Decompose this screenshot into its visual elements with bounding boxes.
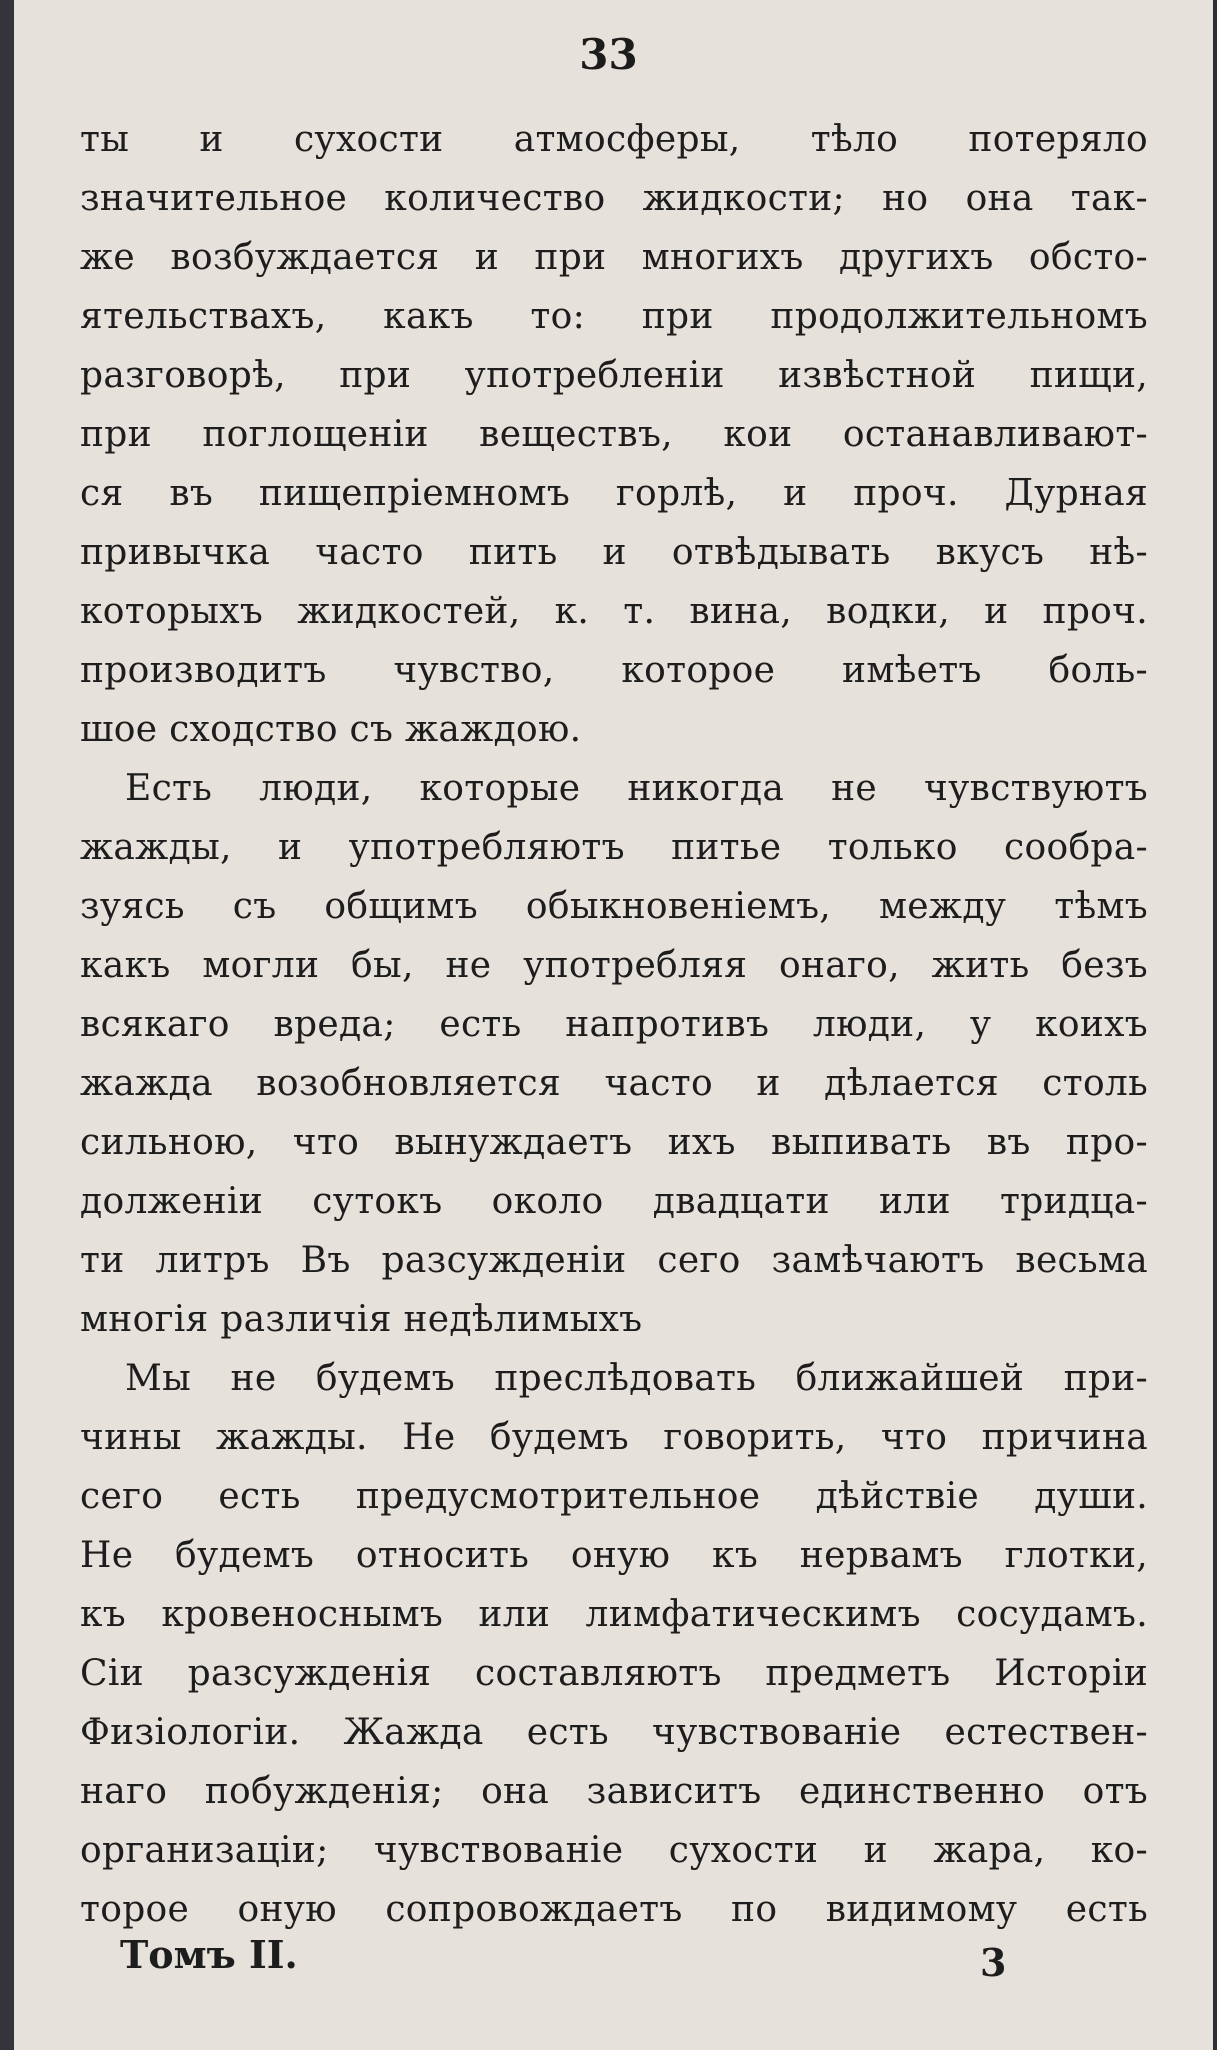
text-line: чины жажды. Не будемъ говорить, что причина bbox=[80, 1417, 1148, 1458]
text-line: значительное количество жидкости; но она так- bbox=[80, 178, 1148, 219]
text-line: которыхъ жидкостей, к. т. вина, водки, и проч. bbox=[80, 591, 1148, 632]
text-line: Физіологіи. Жажда есть чувствованіе естествен- bbox=[80, 1712, 1148, 1753]
text-line: ти литръ Въ разсужденіи сего замѣчаютъ весьма bbox=[80, 1240, 1148, 1281]
text-line: при поглощеніи веществъ, кои останавливают- bbox=[80, 414, 1148, 455]
page-footer bbox=[80, 1932, 1148, 1992]
text-line: привычка часто пить и отвѣдывать вкусъ нѣ- bbox=[80, 532, 1148, 573]
text-line: Есть люди, которые никогда не чувствуютъ bbox=[125, 768, 1148, 809]
text-line: сильною, что вынуждаетъ ихъ выпивать въ про- bbox=[80, 1122, 1148, 1163]
text-line: наго побужденія; она зависитъ единственно отъ bbox=[80, 1771, 1148, 1812]
signature-mark: 3 bbox=[980, 1940, 1007, 1985]
text-line: торое оную сопровождаетъ по видимому есть bbox=[80, 1889, 1148, 1930]
text-line: же возбуждается и при многихъ другихъ обсто- bbox=[80, 237, 1148, 278]
text-line: Не будемъ относить оную къ нервамъ глотки, bbox=[80, 1535, 1148, 1576]
text-line: сего есть предусмотрительное дѣйствіе души. bbox=[80, 1476, 1148, 1517]
text-line: зуясь съ общимъ обыкновеніемъ, между тѣмъ bbox=[80, 886, 1148, 927]
page-edge-left bbox=[0, 0, 14, 2050]
text-line: всякаго вреда; есть напротивъ люди, у коихъ bbox=[80, 1004, 1148, 1045]
text-line: многія различія недѣлимыхъ bbox=[80, 1299, 643, 1340]
text-line: ятельствахъ, какъ то: при продолжительномъ bbox=[80, 296, 1148, 337]
text-line: Мы не будемъ преслѣдовать ближайшей при- bbox=[125, 1358, 1148, 1399]
text-line: ся въ пищепріемномъ горлѣ, и проч. Дурная bbox=[80, 473, 1148, 514]
page-edge-right bbox=[1213, 0, 1217, 2050]
text-line: какъ могли бы, не употребляя онаго, жить безъ bbox=[80, 945, 1148, 986]
text-line: ты и сухости атмосферы, тѣло потеряло bbox=[80, 119, 1148, 160]
page-number: 33 bbox=[579, 30, 638, 79]
text-line: къ кровеноснымъ или лимфатическимъ сосудамъ. bbox=[80, 1594, 1148, 1635]
text-line: жажды, и употребляютъ питье только сообра- bbox=[80, 827, 1148, 868]
text-line: разговорѣ, при употребленіи извѣстной пищи, bbox=[80, 355, 1148, 396]
body-text bbox=[80, 110, 1148, 1939]
text-line: организаціи; чувствованіе сухости и жара, ко- bbox=[80, 1830, 1148, 1871]
text-line: Сіи разсужденія составляютъ предметъ Исторіи bbox=[80, 1653, 1148, 1694]
volume-label: Томъ II. bbox=[120, 1932, 298, 1977]
text-line: производитъ чувство, которое имѣетъ боль- bbox=[80, 650, 1148, 691]
text-line: жажда возобновляется часто и дѣлается столь bbox=[80, 1063, 1148, 1104]
text-line: долженіи сутокъ около двадцати или тридца- bbox=[80, 1181, 1148, 1222]
text-line: шое сходство съ жаждою. bbox=[80, 709, 582, 750]
